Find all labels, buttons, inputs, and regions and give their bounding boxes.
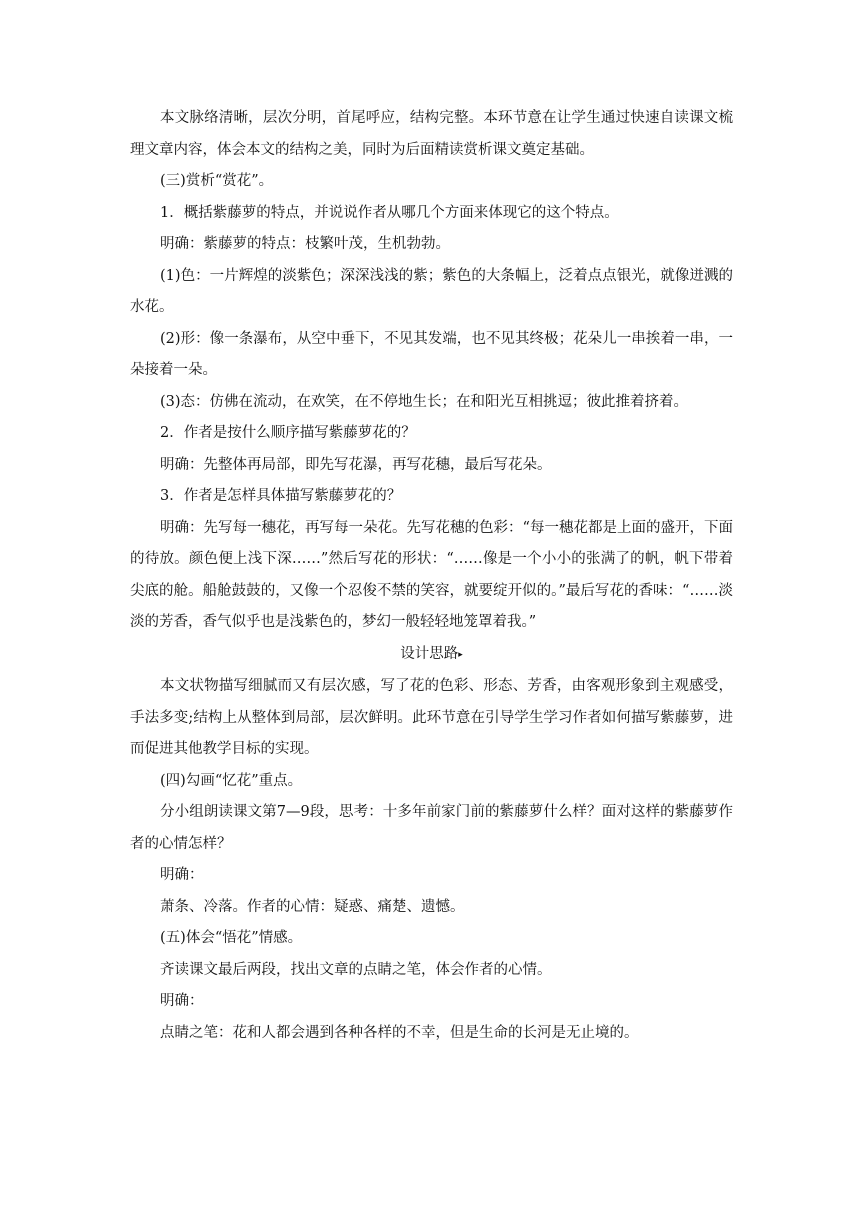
paragraph: 明确： — [160, 867, 204, 883]
paragraph: 本文脉络清晰，层次分明，首尾呼应，结构完整。本环节意在让学生通过快速自读课文梳理文章内容，体会本文的结构之美，同时为后面精读赏析课文奠定基础。 — [130, 110, 733, 158]
paragraph: (3)态：仿佛在流动，在欢笑，在不停地生长；在和阳光互相挑逗；彼此推着挤着。 — [160, 393, 689, 410]
paragraph: 明确：先写每一穗花，再写每一朵花。先写花穗的色彩：“每一穗花都是上面的盛开，下面的待放。颜色便上浅下深……”然后写花的形状：“……像是一个小小的张满了的帆，帆下带着尖底的舱。船舱鼓鼓的，又像一个忍俊不禁的笑容，就要绽开似的。”最后写花的香味：“……淡淡的芳香，香气似乎也是浅紫色的，梦幻一般轻轻地笼罩着我。” — [130, 519, 733, 630]
paragraph: (2)形：像一条瀑布，从空中垂下，不见其发端，也不见其终极；花朵儿一串挨着一串，一朵接着一朵。 — [130, 330, 733, 378]
paragraph: 2．作者是按什么顺序描写紫藤萝花的？ — [160, 425, 416, 441]
paragraph: 点睛之笔：花和人都会遇到各种各样的不幸，但是生命的长河是无止境的。 — [160, 1024, 639, 1041]
document-page — [130, 103, 733, 1049]
paragraph: (1)色：一片辉煌的淡紫色；深深浅浅的紫；紫色的大条幅上，泛着点点银光，就像迸溅的水花。 — [130, 267, 733, 315]
triangle-right-icon: ▸ — [458, 649, 463, 660]
paragraph: 明确： — [160, 993, 204, 1009]
section-heading-label: 设计思路 — [400, 645, 459, 662]
paragraph: (四)勾画“忆花”重点。 — [160, 772, 303, 789]
paragraph: 齐读课文最后两段，找出文章的点睛之笔，体会作者的心情。 — [160, 961, 552, 978]
paragraph: 1．概括紫藤萝的特点，并说说作者从哪几个方面来体现它的这个特点。 — [160, 204, 619, 221]
paragraph: 明确：先整体再局部，即先写花瀑，再写花穗，最后写花朵。 — [160, 456, 552, 473]
section-heading — [130, 639, 733, 672]
paragraph: 萧条、冷落。作者的心情：疑惑、痛楚、遗憾。 — [160, 898, 465, 915]
paragraph: 本文状物描写细腻而又有层次感，写了花的色彩、形态、芳香，由客观形象到主观感受，手法多变;结构上从整体到局部，层次鲜明。此环节意在引导学生学习作者如何描写紫藤萝，进而促进其他教学目标的实现。 — [130, 678, 733, 757]
paragraph: (三)赏析“赏花”。 — [160, 173, 274, 189]
paragraph: 明确：紫藤萝的特点：枝繁叶茂，生机勃勃。 — [160, 236, 450, 252]
paragraph: 3．作者是怎样具体描写紫藤萝花的？ — [160, 488, 402, 504]
paragraph: (五)体会“悟花”情感。 — [160, 930, 303, 946]
paragraph: 分小组朗读课文第7—9段，思考：十多年前家门前的紫藤萝什么样？面对这样的紫藤萝作者的心情怎样？ — [130, 804, 733, 852]
